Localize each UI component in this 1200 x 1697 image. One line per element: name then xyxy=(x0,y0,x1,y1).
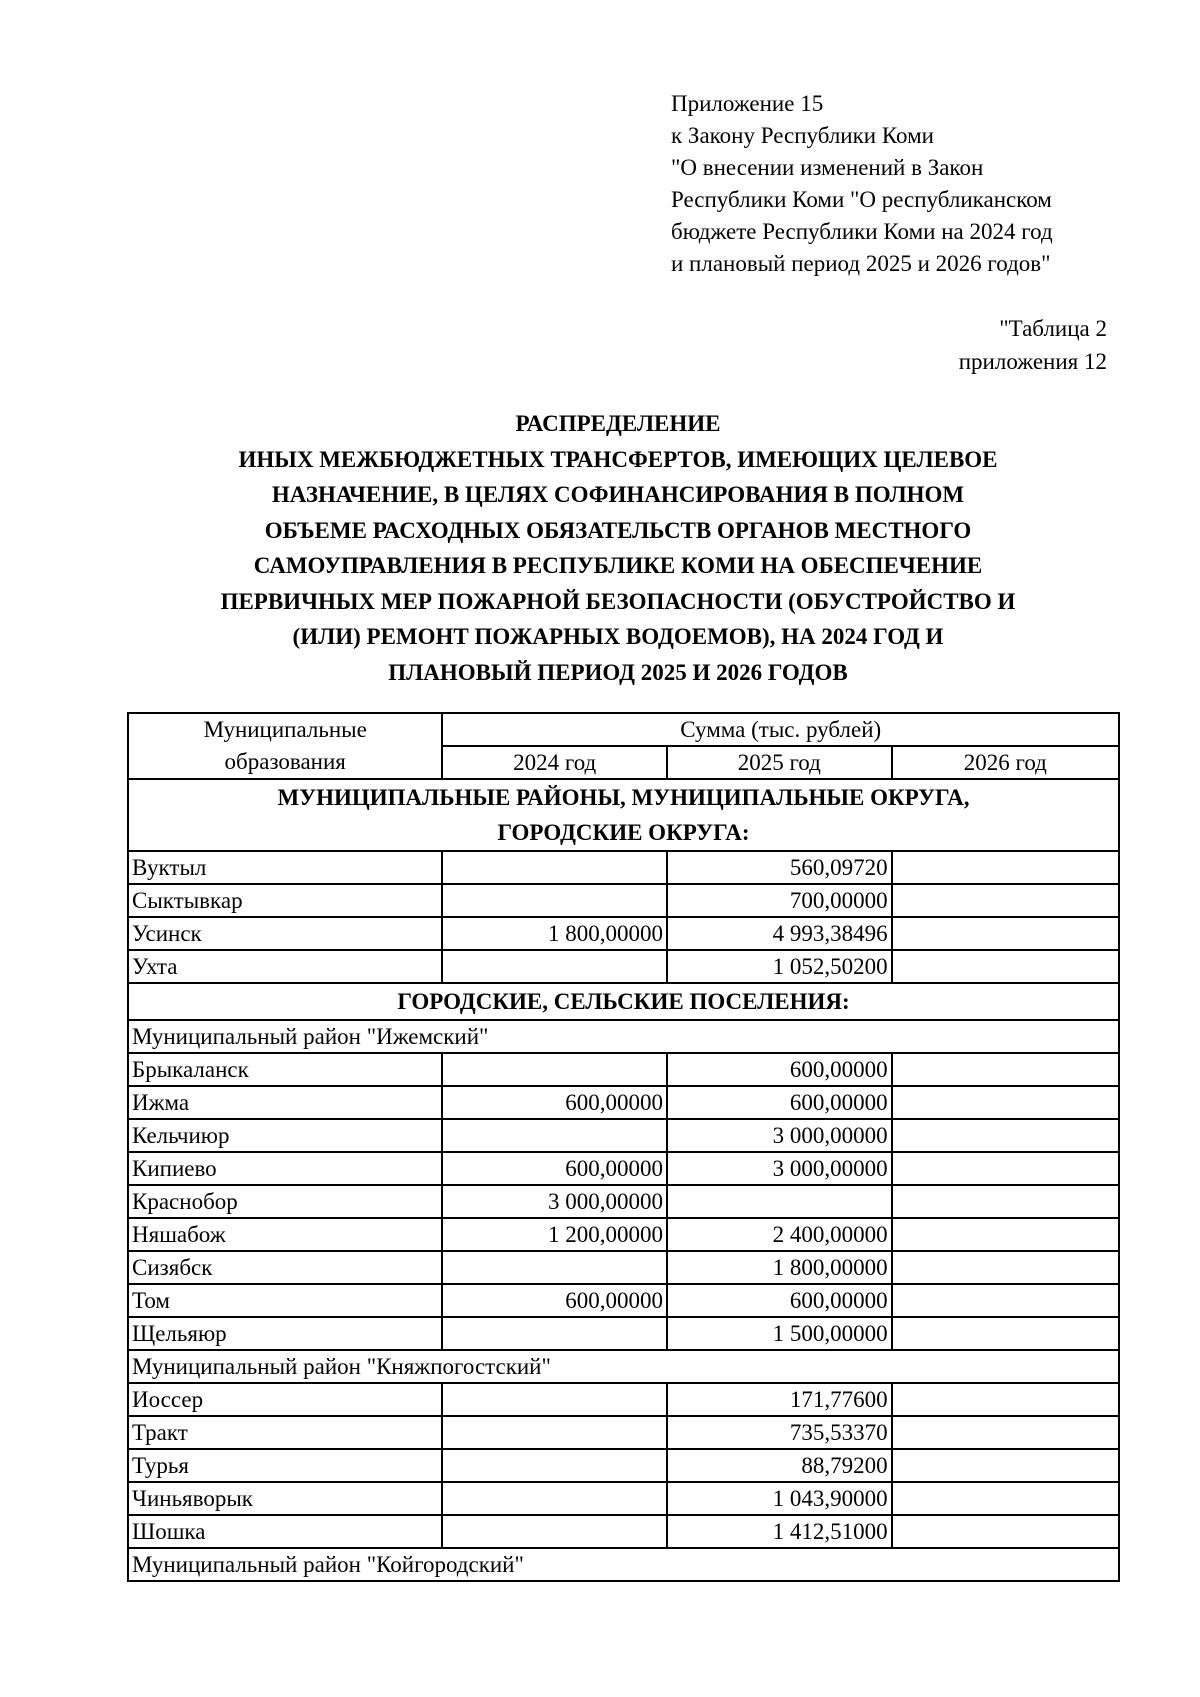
amount-2025-cell: 600,00000 xyxy=(667,1284,892,1317)
amount-2025-cell: 3 000,00000 xyxy=(667,1119,892,1152)
table-row xyxy=(128,1482,1119,1515)
amount-2025-cell: 1 412,51000 xyxy=(667,1515,892,1548)
table-row xyxy=(128,851,1119,884)
amount-2025-cell: 735,53370 xyxy=(667,1416,892,1449)
amount-2026-cell xyxy=(892,884,1119,917)
title-line: ПЛАНОВЫЙ ПЕРИОД 2025 И 2026 ГОДОВ xyxy=(388,659,848,685)
municipality-cell: Тракт xyxy=(128,1416,442,1449)
title-line: НАЗНАЧЕНИЕ, В ЦЕЛЯХ СОФИНАНСИРОВАНИЯ В ПОЛНОМ xyxy=(271,482,965,507)
section-heading-line: ГОРОДСКИЕ ОКРУГА: xyxy=(497,820,750,845)
municipality-cell: Щельяюр xyxy=(128,1317,442,1350)
municipality-cell: Чиньяворык xyxy=(128,1482,442,1515)
table-row xyxy=(128,1515,1119,1548)
amount-2026-cell xyxy=(892,1383,1119,1416)
district-row xyxy=(128,1350,1119,1383)
amount-2025-cell: 3 000,00000 xyxy=(667,1152,892,1185)
amount-2026-cell xyxy=(892,1515,1119,1548)
district-row xyxy=(128,1020,1119,1053)
amount-2024-cell xyxy=(442,851,667,884)
table-row xyxy=(128,1284,1119,1317)
table-row xyxy=(128,1449,1119,1482)
table-row xyxy=(128,1416,1119,1449)
amount-2025-cell xyxy=(667,1185,892,1218)
amount-2026-cell xyxy=(892,1482,1119,1515)
municipality-cell: Кельчиюр xyxy=(128,1119,442,1152)
table-row xyxy=(128,1317,1119,1350)
section-heading-districts xyxy=(128,779,1119,851)
column-header-2025: 2025 год xyxy=(667,746,892,779)
column-header-2024: 2024 год xyxy=(442,746,667,779)
section-row xyxy=(128,779,1119,851)
amount-2026-cell xyxy=(892,1284,1119,1317)
section-heading-line: МУНИЦИПАЛЬНЫЕ РАЙОНЫ, МУНИЦИПАЛЬНЫЕ ОКРУГА, xyxy=(277,785,970,810)
municipality-cell: Ухта xyxy=(128,950,442,983)
amount-2024-cell xyxy=(442,1515,667,1548)
amount-2026-cell xyxy=(892,1317,1119,1350)
amount-2025-cell: 1 052,50200 xyxy=(667,950,892,983)
amount-2026-cell xyxy=(892,950,1119,983)
amount-2026-cell xyxy=(892,1251,1119,1284)
table-row xyxy=(128,1152,1119,1185)
table-reference xyxy=(959,312,1107,378)
title-line: ИНЫХ МЕЖБЮДЖЕТНЫХ ТРАНСФЕРТОВ, ИМЕЮЩИХ ЦЕЛЕВОЕ xyxy=(238,446,998,472)
amount-2026-cell xyxy=(892,1185,1119,1218)
amount-2024-cell xyxy=(442,1449,667,1482)
column-header-line: образования xyxy=(224,749,346,774)
table-reference-line: приложения 12 xyxy=(958,349,1107,374)
amount-2026-cell xyxy=(892,851,1119,884)
amount-2025-cell: 600,00000 xyxy=(667,1086,892,1119)
amount-2024-cell: 1 800,00000 xyxy=(442,917,667,950)
title-line: (ИЛИ) РЕМОНТ ПОЖАРНЫХ ВОДОЕМОВ), НА 2024 ГОД И xyxy=(292,624,944,649)
amount-2025-cell: 4 993,38496 xyxy=(667,917,892,950)
title-line: САМОУПРАВЛЕНИЯ В РЕСПУБЛИКЕ КОМИ НА ОБЕСПЕЧЕНИЕ xyxy=(253,553,983,578)
amount-2025-cell: 700,00000 xyxy=(667,884,892,917)
table-row xyxy=(128,1119,1119,1152)
amount-2025-cell: 1 500,00000 xyxy=(667,1317,892,1350)
amount-2024-cell xyxy=(442,884,667,917)
column-header-2026: 2026 год xyxy=(892,746,1119,779)
amount-2026-cell xyxy=(892,1053,1119,1086)
district-heading: Муниципальный район "Княжпогостский" xyxy=(128,1350,1119,1383)
municipality-cell: Вуктыл xyxy=(128,851,442,884)
amount-2024-cell xyxy=(442,1053,667,1086)
table-reference-line: "Таблица 2 xyxy=(999,316,1107,341)
table-row xyxy=(128,1086,1119,1119)
amount-2026-cell xyxy=(892,917,1119,950)
appendix-line: Республики Коми "О республиканском xyxy=(671,187,1052,212)
amount-2024-cell xyxy=(442,1383,667,1416)
amount-2024-cell: 600,00000 xyxy=(442,1284,667,1317)
amount-2025-cell: 171,77600 xyxy=(667,1383,892,1416)
amount-2025-cell: 1 800,00000 xyxy=(667,1251,892,1284)
title-line: ПЕРВИЧНЫХ МЕР ПОЖАРНОЙ БЕЗОПАСНОСТИ (ОБУСТРОЙСТВО И xyxy=(220,588,1016,614)
amount-2024-cell xyxy=(442,1119,667,1152)
municipality-cell: Ижма xyxy=(128,1086,442,1119)
table-row xyxy=(128,1251,1119,1284)
table-row xyxy=(128,917,1119,950)
amount-2024-cell: 600,00000 xyxy=(442,1086,667,1119)
table-row xyxy=(128,1053,1119,1086)
amount-2024-cell: 600,00000 xyxy=(442,1152,667,1185)
municipality-cell: Иоссер xyxy=(128,1383,442,1416)
amount-2025-cell: 560,09720 xyxy=(667,851,892,884)
municipality-cell: Турья xyxy=(128,1449,442,1482)
amount-2026-cell xyxy=(892,1086,1119,1119)
district-row xyxy=(128,1548,1119,1581)
table-row xyxy=(128,1218,1119,1251)
district-heading: Муниципальный район "Ижемский" xyxy=(128,1020,1119,1053)
appendix-line: к Закону Республики Коми xyxy=(671,123,934,148)
title-line: РАСПРЕДЕЛЕНИЕ xyxy=(515,411,721,436)
amount-2026-cell xyxy=(892,1119,1119,1152)
document-title xyxy=(118,406,1118,690)
municipality-cell: Краснобор xyxy=(128,1185,442,1218)
table-header-row xyxy=(128,713,1119,746)
amount-2026-cell xyxy=(892,1152,1119,1185)
appendix-header xyxy=(671,88,1053,280)
amount-2024-cell: 3 000,00000 xyxy=(442,1185,667,1218)
appendix-line: Приложение 15 xyxy=(671,91,824,116)
municipality-cell: Брыкаланск xyxy=(128,1053,442,1086)
table-row xyxy=(128,950,1119,983)
amount-2024-cell: 1 200,00000 xyxy=(442,1218,667,1251)
municipality-cell: Сизябск xyxy=(128,1251,442,1284)
table-body xyxy=(128,713,1119,1581)
table-row xyxy=(128,884,1119,917)
district-heading: Муниципальный район "Койгородский" xyxy=(128,1548,1119,1581)
municipality-cell: Усинск xyxy=(128,917,442,950)
amount-2025-cell: 600,00000 xyxy=(667,1053,892,1086)
title-line: ОБЪЕМЕ РАСХОДНЫХ ОБЯЗАТЕЛЬСТВ ОРГАНОВ МЕСТНОГО xyxy=(264,517,972,543)
municipality-cell: Шошка xyxy=(128,1515,442,1548)
appendix-line: бюджете Республики Коми на 2024 год xyxy=(671,219,1053,244)
amount-2025-cell: 2 400,00000 xyxy=(667,1218,892,1251)
municipality-cell: Том xyxy=(128,1284,442,1317)
amount-2025-cell: 88,79200 xyxy=(667,1449,892,1482)
municipality-cell: Няшабож xyxy=(128,1218,442,1251)
amount-2024-cell xyxy=(442,1482,667,1515)
amount-2025-cell: 1 043,90000 xyxy=(667,1482,892,1515)
column-header-sum: Сумма (тыс. рублей) xyxy=(442,713,1119,746)
municipality-cell: Сыктывкар xyxy=(128,884,442,917)
amount-2024-cell xyxy=(442,1317,667,1350)
amount-2024-cell xyxy=(442,950,667,983)
transfers-table xyxy=(127,712,1120,1582)
amount-2026-cell xyxy=(892,1449,1119,1482)
table-row xyxy=(128,1185,1119,1218)
table-row xyxy=(128,1383,1119,1416)
column-header-municipality xyxy=(128,713,442,779)
amount-2024-cell xyxy=(442,1416,667,1449)
section-heading-settlements: ГОРОДСКИЕ, СЕЛЬСКИЕ ПОСЕЛЕНИЯ: xyxy=(128,983,1119,1020)
appendix-line: "О внесении изменений в Закон xyxy=(671,155,984,180)
appendix-line: и плановый период 2025 и 2026 годов" xyxy=(671,251,1051,276)
municipality-cell: Кипиево xyxy=(128,1152,442,1185)
section-row xyxy=(128,983,1119,1020)
column-header-line: Муниципальные xyxy=(203,717,367,742)
amount-2024-cell xyxy=(442,1251,667,1284)
amount-2026-cell xyxy=(892,1416,1119,1449)
amount-2026-cell xyxy=(892,1218,1119,1251)
